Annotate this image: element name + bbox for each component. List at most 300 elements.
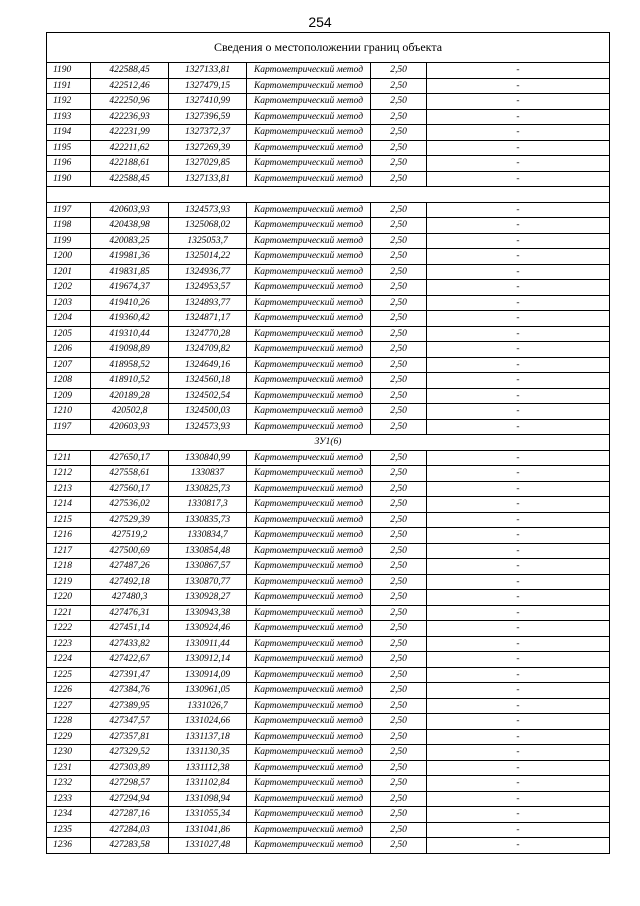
point-number: 1205 <box>47 326 91 342</box>
method: Картометрический метод <box>247 729 371 745</box>
table-row <box>47 652 610 668</box>
coordinate-y: 1324560,18 <box>169 373 247 389</box>
table-row <box>47 466 610 482</box>
table-row <box>47 791 610 807</box>
note: - <box>427 683 610 699</box>
note: - <box>427 745 610 761</box>
method: Картометрический метод <box>247 776 371 792</box>
method: Картометрический метод <box>247 295 371 311</box>
accuracy: 2,50 <box>371 326 427 342</box>
table-row <box>47 94 610 110</box>
method: Картометрический метод <box>247 760 371 776</box>
accuracy: 2,50 <box>371 171 427 187</box>
point-number: 1190 <box>47 63 91 79</box>
table-row <box>47 404 610 420</box>
method: Картометрический метод <box>247 667 371 683</box>
note: - <box>427 481 610 497</box>
method: Картометрический метод <box>247 109 371 125</box>
coordinate-x: 427391,47 <box>91 667 169 683</box>
point-number: 1233 <box>47 791 91 807</box>
table-row <box>47 357 610 373</box>
point-number: 1222 <box>47 621 91 637</box>
note: - <box>427 249 610 265</box>
note: - <box>427 78 610 94</box>
point-number: 1198 <box>47 218 91 234</box>
accuracy: 2,50 <box>371 683 427 699</box>
table-row <box>47 683 610 699</box>
coordinate-y: 1331098,94 <box>169 791 247 807</box>
note: - <box>427 590 610 606</box>
point-number: 1210 <box>47 404 91 420</box>
point-number: 1225 <box>47 667 91 683</box>
note: - <box>427 543 610 559</box>
coordinate-x: 420603,93 <box>91 202 169 218</box>
coordinate-x: 427287,16 <box>91 807 169 823</box>
table-row <box>47 574 610 590</box>
accuracy: 2,50 <box>371 295 427 311</box>
note: - <box>427 218 610 234</box>
table-title: Сведения о местоположении границ объекта <box>47 33 610 63</box>
accuracy: 2,50 <box>371 605 427 621</box>
coordinate-y: 1330854,48 <box>169 543 247 559</box>
accuracy: 2,50 <box>371 94 427 110</box>
coordinate-x: 427536,02 <box>91 497 169 513</box>
coordinate-x: 427389,95 <box>91 698 169 714</box>
accuracy: 2,50 <box>371 745 427 761</box>
accuracy: 2,50 <box>371 357 427 373</box>
coordinate-x: 419098,89 <box>91 342 169 358</box>
coordinate-x: 419831,85 <box>91 264 169 280</box>
table-row <box>47 559 610 575</box>
method: Картометрический метод <box>247 202 371 218</box>
accuracy: 2,50 <box>371 156 427 172</box>
accuracy: 2,50 <box>371 667 427 683</box>
coordinate-x: 422512,46 <box>91 78 169 94</box>
table-row <box>47 109 610 125</box>
point-number: 1235 <box>47 822 91 838</box>
coordinate-y: 1330961,05 <box>169 683 247 699</box>
coordinate-x: 420189,28 <box>91 388 169 404</box>
accuracy: 2,50 <box>371 714 427 730</box>
method: Картометрический метод <box>247 590 371 606</box>
accuracy: 2,50 <box>371 202 427 218</box>
method: Картометрический метод <box>247 466 371 482</box>
table-row <box>47 497 610 513</box>
coordinate-y: 1331112,38 <box>169 760 247 776</box>
table-row <box>47 807 610 823</box>
coordinate-x: 422211,62 <box>91 140 169 156</box>
coordinate-y: 1330914,09 <box>169 667 247 683</box>
coordinate-x: 427329,52 <box>91 745 169 761</box>
point-number: 1195 <box>47 140 91 156</box>
method: Картометрический метод <box>247 156 371 172</box>
accuracy: 2,50 <box>371 760 427 776</box>
table-row <box>47 528 610 544</box>
method: Картометрический метод <box>247 791 371 807</box>
table-row <box>47 63 610 79</box>
table-row <box>47 621 610 637</box>
method: Картометрический метод <box>247 714 371 730</box>
table-row <box>47 156 610 172</box>
coordinate-x: 422188,61 <box>91 156 169 172</box>
coordinate-x: 427487,26 <box>91 559 169 575</box>
point-number: 1193 <box>47 109 91 125</box>
point-number: 1194 <box>47 125 91 141</box>
note: - <box>427 156 610 172</box>
coordinate-y: 1324649,16 <box>169 357 247 373</box>
coordinate-x: 427357,81 <box>91 729 169 745</box>
table-row <box>47 512 610 528</box>
accuracy: 2,50 <box>371 698 427 714</box>
point-number: 1216 <box>47 528 91 544</box>
coordinate-x: 422588,45 <box>91 63 169 79</box>
note: - <box>427 605 610 621</box>
note: - <box>427 791 610 807</box>
method: Картометрический метод <box>247 264 371 280</box>
coordinate-y: 1330835,73 <box>169 512 247 528</box>
method: Картометрический метод <box>247 605 371 621</box>
method: Картометрический метод <box>247 822 371 838</box>
note: - <box>427 125 610 141</box>
coordinate-x: 427650,17 <box>91 450 169 466</box>
method: Картометрический метод <box>247 357 371 373</box>
table-row <box>47 419 610 435</box>
note: - <box>427 776 610 792</box>
coordinate-y: 1327396,59 <box>169 109 247 125</box>
coordinate-x: 420438,98 <box>91 218 169 234</box>
note: - <box>427 404 610 420</box>
table-row <box>47 714 610 730</box>
note: - <box>427 574 610 590</box>
coordinate-y: 1330912,14 <box>169 652 247 668</box>
accuracy: 2,50 <box>371 729 427 745</box>
coordinate-x: 419360,42 <box>91 311 169 327</box>
coordinate-y: 1331137,18 <box>169 729 247 745</box>
method: Картометрический метод <box>247 838 371 854</box>
point-number: 1197 <box>47 202 91 218</box>
table-title-row <box>47 33 610 63</box>
point-number: 1231 <box>47 760 91 776</box>
table-row <box>47 543 610 559</box>
coordinate-y: 1331041,86 <box>169 822 247 838</box>
method: Картометрический метод <box>247 807 371 823</box>
coordinate-y: 1331026,7 <box>169 698 247 714</box>
coordinate-y: 1330867,57 <box>169 559 247 575</box>
coordinate-y: 1324500,03 <box>169 404 247 420</box>
method: Картометрический метод <box>247 233 371 249</box>
table-row <box>47 729 610 745</box>
note: - <box>427 667 610 683</box>
coordinate-x: 419310,44 <box>91 326 169 342</box>
accuracy: 2,50 <box>371 280 427 296</box>
table-row <box>47 171 610 187</box>
coordinate-x: 427284,03 <box>91 822 169 838</box>
coordinate-y: 1324502,54 <box>169 388 247 404</box>
coordinate-y: 1324573,93 <box>169 419 247 435</box>
method: Картометрический метод <box>247 512 371 528</box>
point-number: 1192 <box>47 94 91 110</box>
note: - <box>427 466 610 482</box>
coordinate-y: 1330837 <box>169 466 247 482</box>
table-row <box>47 838 610 854</box>
method: Картометрический метод <box>247 78 371 94</box>
coordinate-y: 1324770,28 <box>169 326 247 342</box>
point-number: 1196 <box>47 156 91 172</box>
point-number: 1229 <box>47 729 91 745</box>
table-row <box>47 373 610 389</box>
accuracy: 2,50 <box>371 249 427 265</box>
accuracy: 2,50 <box>371 109 427 125</box>
coordinate-x: 427303,89 <box>91 760 169 776</box>
note: - <box>427 295 610 311</box>
method: Картометрический метод <box>247 481 371 497</box>
point-number: 1200 <box>47 249 91 265</box>
table-row <box>47 822 610 838</box>
coordinate-y: 1324871,17 <box>169 311 247 327</box>
note: - <box>427 559 610 575</box>
method: Картометрический метод <box>247 125 371 141</box>
coordinate-x: 427476,31 <box>91 605 169 621</box>
note: - <box>427 326 610 342</box>
accuracy: 2,50 <box>371 822 427 838</box>
point-number: 1212 <box>47 466 91 482</box>
coordinate-y: 1327410,99 <box>169 94 247 110</box>
point-number: 1218 <box>47 559 91 575</box>
note: - <box>427 636 610 652</box>
method: Картометрический метод <box>247 559 371 575</box>
point-number: 1206 <box>47 342 91 358</box>
point-number: 1214 <box>47 497 91 513</box>
coordinate-y: 1327269,39 <box>169 140 247 156</box>
accuracy: 2,50 <box>371 342 427 358</box>
method: Картометрический метод <box>247 249 371 265</box>
coordinate-y: 1330834,7 <box>169 528 247 544</box>
note: - <box>427 94 610 110</box>
point-number: 1226 <box>47 683 91 699</box>
accuracy: 2,50 <box>371 652 427 668</box>
coordinate-x: 427433,82 <box>91 636 169 652</box>
point-number: 1224 <box>47 652 91 668</box>
method: Картометрический метод <box>247 636 371 652</box>
method: Картометрический метод <box>247 342 371 358</box>
table-row <box>47 202 610 218</box>
method: Картометрический метод <box>247 419 371 435</box>
accuracy: 2,50 <box>371 373 427 389</box>
accuracy: 2,50 <box>371 559 427 575</box>
table-row <box>47 280 610 296</box>
coordinate-y: 1331027,48 <box>169 838 247 854</box>
accuracy: 2,50 <box>371 574 427 590</box>
note: - <box>427 822 610 838</box>
coordinate-x: 420083,25 <box>91 233 169 249</box>
note: - <box>427 497 610 513</box>
accuracy: 2,50 <box>371 218 427 234</box>
coordinate-y: 1324893,77 <box>169 295 247 311</box>
note: - <box>427 838 610 854</box>
table-row <box>47 311 610 327</box>
coordinate-x: 420502,8 <box>91 404 169 420</box>
table-row <box>47 667 610 683</box>
point-number: 1217 <box>47 543 91 559</box>
accuracy: 2,50 <box>371 450 427 466</box>
point-number: 1190 <box>47 171 91 187</box>
coordinate-y: 1324953,57 <box>169 280 247 296</box>
point-number: 1203 <box>47 295 91 311</box>
table-row <box>47 605 610 621</box>
coordinate-x: 427283,58 <box>91 838 169 854</box>
coordinate-x: 427560,17 <box>91 481 169 497</box>
method: Картометрический метод <box>247 450 371 466</box>
table-row <box>47 326 610 342</box>
coordinate-x: 422231,99 <box>91 125 169 141</box>
point-number: 1204 <box>47 311 91 327</box>
accuracy: 2,50 <box>371 466 427 482</box>
note: - <box>427 652 610 668</box>
accuracy: 2,50 <box>371 528 427 544</box>
method: Картометрический метод <box>247 218 371 234</box>
coordinate-x: 418910,52 <box>91 373 169 389</box>
point-number: 1207 <box>47 357 91 373</box>
table-row <box>47 264 610 280</box>
note: - <box>427 311 610 327</box>
note: - <box>427 109 610 125</box>
coordinate-y: 1327372,37 <box>169 125 247 141</box>
coordinate-x: 419674,37 <box>91 280 169 296</box>
boundary-coordinates-table <box>46 32 610 854</box>
coordinate-y: 1330825,73 <box>169 481 247 497</box>
accuracy: 2,50 <box>371 512 427 528</box>
point-number: 1223 <box>47 636 91 652</box>
note: - <box>427 807 610 823</box>
page-number: 254 <box>308 14 332 30</box>
note: - <box>427 729 610 745</box>
note: - <box>427 280 610 296</box>
coordinate-y: 1327029,85 <box>169 156 247 172</box>
coordinate-y: 1331024,66 <box>169 714 247 730</box>
accuracy: 2,50 <box>371 481 427 497</box>
coordinate-x: 422236,93 <box>91 109 169 125</box>
coordinate-y: 1327133,81 <box>169 171 247 187</box>
table-row <box>47 450 610 466</box>
note: - <box>427 342 610 358</box>
accuracy: 2,50 <box>371 543 427 559</box>
point-number: 1208 <box>47 373 91 389</box>
method: Картометрический метод <box>247 63 371 79</box>
accuracy: 2,50 <box>371 311 427 327</box>
coordinate-x: 422250,96 <box>91 94 169 110</box>
coordinate-y: 1330928,27 <box>169 590 247 606</box>
point-number: 1209 <box>47 388 91 404</box>
table-row <box>47 590 610 606</box>
coordinate-x: 427451,14 <box>91 621 169 637</box>
note: - <box>427 621 610 637</box>
note: - <box>427 528 610 544</box>
note: - <box>427 512 610 528</box>
point-number: 1213 <box>47 481 91 497</box>
method: Картометрический метод <box>247 683 371 699</box>
accuracy: 2,50 <box>371 776 427 792</box>
separator-cell <box>47 187 610 203</box>
table-row <box>47 388 610 404</box>
point-number: 1230 <box>47 745 91 761</box>
accuracy: 2,50 <box>371 233 427 249</box>
table-row <box>47 481 610 497</box>
point-number: 1236 <box>47 838 91 854</box>
coordinate-y: 1327479,15 <box>169 78 247 94</box>
method: Картометрический метод <box>247 698 371 714</box>
section-header-row <box>47 435 610 451</box>
coordinate-y: 1330840,99 <box>169 450 247 466</box>
note: - <box>427 264 610 280</box>
table-row <box>47 295 610 311</box>
point-number: 1211 <box>47 450 91 466</box>
table-row <box>47 760 610 776</box>
point-number: 1228 <box>47 714 91 730</box>
table-row <box>47 745 610 761</box>
coordinate-x: 419981,36 <box>91 249 169 265</box>
method: Картометрический метод <box>247 497 371 513</box>
coordinate-x: 427492,18 <box>91 574 169 590</box>
coordinate-y: 1331130,35 <box>169 745 247 761</box>
coordinate-y: 1330924,46 <box>169 621 247 637</box>
note: - <box>427 63 610 79</box>
point-number: 1234 <box>47 807 91 823</box>
note: - <box>427 450 610 466</box>
coordinate-y: 1324936,77 <box>169 264 247 280</box>
note: - <box>427 140 610 156</box>
accuracy: 2,50 <box>371 388 427 404</box>
point-number: 1215 <box>47 512 91 528</box>
table-row <box>47 249 610 265</box>
coordinate-x: 419410,26 <box>91 295 169 311</box>
note: - <box>427 419 610 435</box>
method: Картометрический метод <box>247 311 371 327</box>
coordinate-y: 1325068,02 <box>169 218 247 234</box>
table-row <box>47 125 610 141</box>
point-number: 1227 <box>47 698 91 714</box>
accuracy: 2,50 <box>371 791 427 807</box>
method: Картометрический метод <box>247 326 371 342</box>
accuracy: 2,50 <box>371 404 427 420</box>
table-row <box>47 233 610 249</box>
accuracy: 2,50 <box>371 621 427 637</box>
accuracy: 2,50 <box>371 125 427 141</box>
method: Картометрический метод <box>247 388 371 404</box>
note: - <box>427 202 610 218</box>
method: Картометрический метод <box>247 543 371 559</box>
coordinate-y: 1330817,3 <box>169 497 247 513</box>
table-row <box>47 78 610 94</box>
coordinate-y: 1327133,81 <box>169 63 247 79</box>
coordinate-y: 1330943,38 <box>169 605 247 621</box>
method: Картометрический метод <box>247 373 371 389</box>
coordinate-x: 427480,3 <box>91 590 169 606</box>
note: - <box>427 714 610 730</box>
accuracy: 2,50 <box>371 419 427 435</box>
group-separator-row <box>47 187 610 203</box>
table-row <box>47 776 610 792</box>
point-number: 1197 <box>47 419 91 435</box>
coordinate-x: 427294,94 <box>91 791 169 807</box>
point-number: 1232 <box>47 776 91 792</box>
coordinate-x: 427347,57 <box>91 714 169 730</box>
method: Картометрический метод <box>247 404 371 420</box>
coordinate-y: 1325014,22 <box>169 249 247 265</box>
method: Картометрический метод <box>247 280 371 296</box>
point-number: 1191 <box>47 78 91 94</box>
method: Картометрический метод <box>247 621 371 637</box>
note: - <box>427 233 610 249</box>
